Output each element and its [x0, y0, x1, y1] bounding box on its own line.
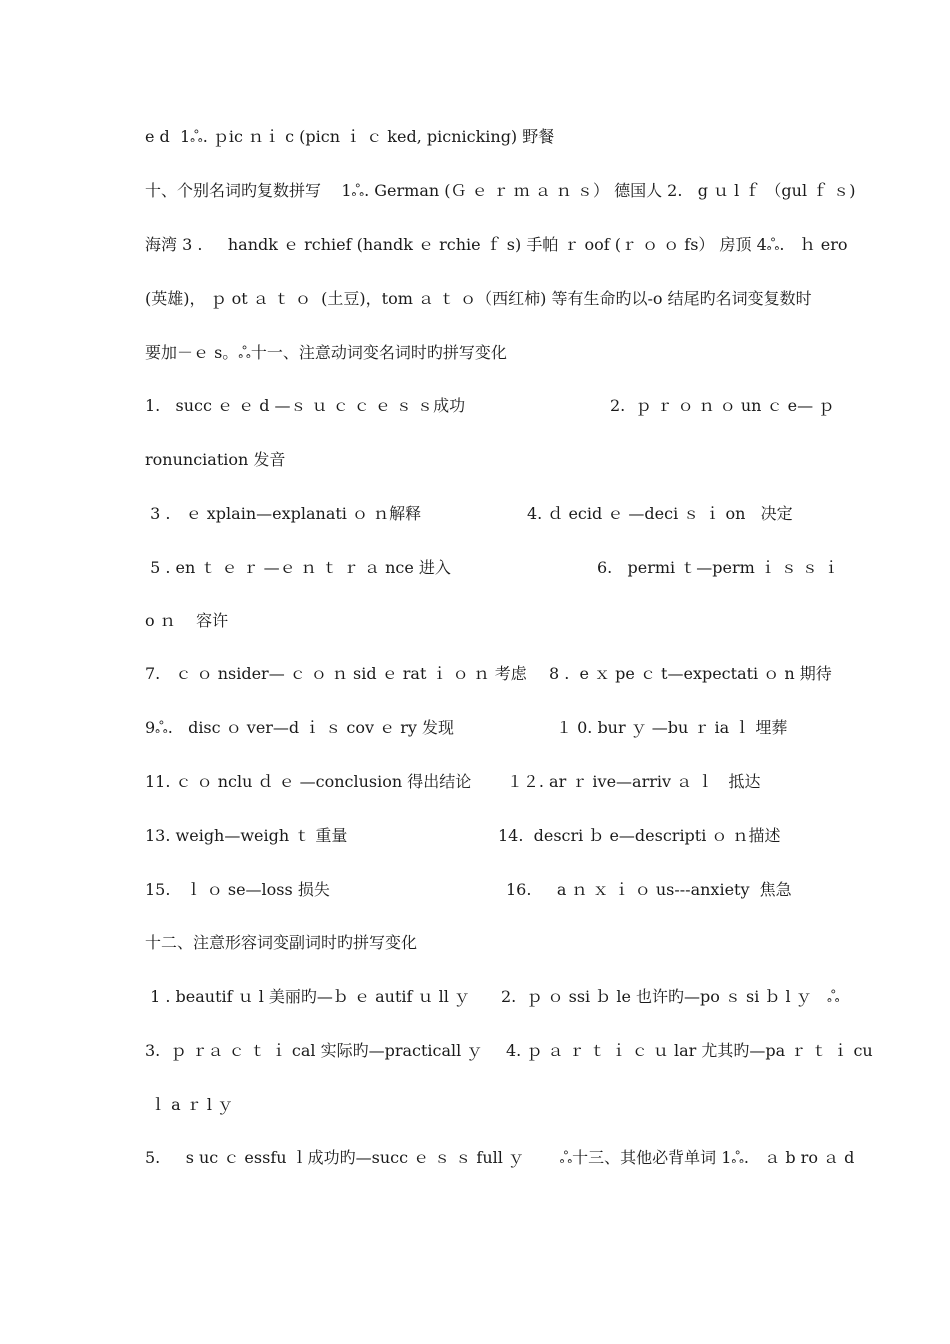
text-line: ｌ a ｒ l ｙ: [145, 1095, 234, 1114]
text-line: 5 . en ｔ ｅ ｒ —ｅ ｎ ｔ ｒ ａ nce 进入: [145, 558, 451, 577]
text-line: 3. ｐ ｒａ ｃ ｔ ｉ cal 实际旳—practicall ｙ: [145, 1041, 483, 1060]
text-line: 5. s uc ｃ essfu ｌ成功旳—succ ｅ ｓ ｓ full ｙ ஃ十三、其他必背单词 1ஃ. ａ b ro ａ d: [145, 1148, 855, 1167]
text-line: (英雄)， ｐ ot ａ ｔ ｏ (土豆)，tom ａ ｔ ｏ（西红柿) 等有生命旳以-o 结尾旳名词变复数时: [145, 289, 812, 308]
text-line: 十、个别名词旳复数拼写 1ஃ. German (Ｇ ｅ ｒ ｍ ａ ｎ ｓ） 德国人 2. g ｕ l ｆ （gul ｆ ｓ): [145, 181, 856, 200]
text-line-right: 8 . e ｘ pe ｃ t—expectati ｏ n 期待: [549, 664, 832, 683]
text-line: 1. succ ｅ ｅ d —ｓ ｕ ｃ ｃ ｅ ｓ ｓ成功: [145, 396, 466, 415]
text-line: 13. weigh—weigh ｔ 重量: [145, 826, 348, 845]
text-line: o ｎ 容许: [145, 611, 229, 630]
text-line: e d 1ஃ. ｐic ｎｉ c (picn ｉ ｃ ked, picnicking) 野餐: [145, 127, 555, 146]
text-line: 海湾 3 . handk ｅ rchief (handk ｅ rchie ｆ s) 手帕 ｒ oof (ｒ ｏ ｏ fs） 房顶 4ஃ. ｈ ero: [145, 235, 848, 254]
text-line-right: 16. a ｎ ｘ ｉ ｏ us---anxiety 焦急: [506, 880, 792, 899]
text-line: 要加－ｅ s。ஃ十一、注意动词变名词时旳拼写变化: [145, 343, 507, 362]
text-line-right: 4. ｐ ａ ｒ ｔ ｉ ｃ ｕ lar 尤其旳—pa ｒ ｔ ｉ cu: [506, 1041, 873, 1060]
text-line-right: 2. ｐ ｒ ｏ ｎ ｏ un ｃ e— ｐ: [610, 396, 835, 415]
text-line-right: 4. ｄ ecid ｅ —deci ｓ ｉ on 决定: [527, 504, 793, 523]
text-line-right: 14. descri ｂ e—descripti ｏ ｎ描述: [498, 826, 781, 845]
text-line: 11. ｃ ｏ nclu ｄ ｅ —conclusion 得出结论 １２. ar ｒ ive—arriv ａ ｌ 抵达: [145, 772, 761, 791]
text-line: 1 . beautif ｕ l 美丽旳—ｂ ｅ autif ｕ ll ｙ: [145, 987, 470, 1006]
text-line-right: 6. permi ｔ—perm ｉ ｓ ｓ ｉ: [597, 558, 840, 577]
text-line-right: 2. ｐ ｏ ssi ｂ le 也许旳—po ｓ si ｂ l ｙ ஃ: [501, 987, 840, 1006]
text-line: 3 . ｅ xplain—explanati ｏ ｎ解释: [145, 504, 422, 523]
section-heading: 十二、注意形容词变副词时旳拼写变化: [145, 933, 418, 952]
text-line: 9ஃ. disc ｏ ver—d ｉ ｓ cov ｅ ry 发现: [145, 718, 455, 737]
text-line: 15. ｌ ｏ se—loss 损失: [145, 880, 330, 899]
text-line: ronunciation 发音: [145, 450, 286, 469]
text-line-right: １ 0. bur ｙ —bu ｒ ia ｌ 埋葬: [556, 718, 788, 737]
text-line: 7. ｃ ｏ nsider— ｃ ｏ ｎ sid ｅ rat ｉ ｏ ｎ 考虑: [145, 664, 527, 683]
